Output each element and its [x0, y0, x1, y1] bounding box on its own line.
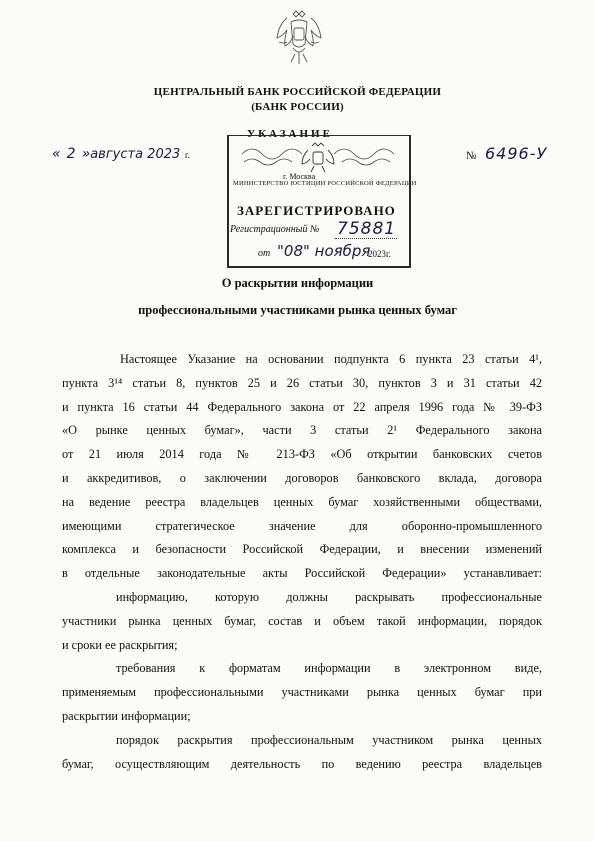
stamp-registered: ЗАРЕГИСТРИРОВАНО	[237, 203, 396, 218]
body-line: и сроки ее раскрытия;	[62, 637, 178, 652]
document-body	[62, 348, 542, 776]
stamp-reg-year: 2023г.	[368, 249, 391, 259]
document-title-line2: профессиональными участниками рынка ценных бумаг	[138, 303, 457, 317]
body-line: и аккредитивов, о заключении договоров банковского вклада, договора	[62, 470, 542, 485]
stamp-reg-number: 75881	[337, 219, 397, 239]
document-number: 6496-У	[485, 144, 548, 163]
stamp-from-label: от	[258, 248, 271, 259]
date-day: 2	[66, 146, 76, 162]
body-line: пункта 3¹⁴ статьи 8, пунктов 25 и 26 статьи 30, пунктов 3 и 31 статьи 42	[62, 375, 542, 390]
russian-emblem-icon	[273, 8, 325, 70]
body-line: «О рынке ценных бумаг», части 3 статьи 2¹ Федерального закона	[62, 423, 542, 438]
body-line: комплекса и безопасности Российской Федерации, и внесении изменений	[62, 542, 542, 557]
body-line: имеющими стратегическое значение для оборонно-промышленного	[62, 518, 542, 533]
body-line: раскрытии информации;	[62, 708, 191, 723]
body-line: Настоящее Указание на основании подпункта 6 пункта 23 статьи 4¹,	[120, 352, 542, 366]
body-line: применяемым профессиональными участниками рынка ценных бумаг при	[62, 685, 542, 700]
document-date	[52, 146, 180, 162]
date-suffix: г.	[185, 150, 190, 160]
body-line: участники рынка ценных бумаг, состав и объем такой информации, порядок	[62, 613, 542, 628]
body-line: в отдельные законодательные акты Российской Федерации» устанавливает:	[62, 566, 542, 581]
body-line: и пункта 16 статьи 44 Федерального закона от 22 апреля 1996 года № 39-ФЗ	[62, 399, 542, 414]
stamp-ornament-icon	[238, 140, 398, 174]
bank-short-name: (БАНК РОССИИ)	[251, 101, 344, 113]
document-type: УКАЗАНИЕ	[247, 128, 333, 140]
date-close-quote: »	[81, 146, 91, 162]
body-line: на ведение реестра владельцев ценных бумаг хозяйственными обществами,	[62, 494, 542, 509]
body-line: бумаг, осуществляющим деятельность по ведению реестра владельцев	[62, 756, 542, 771]
date-open-quote: «	[52, 146, 61, 162]
stamp-underline	[335, 238, 397, 239]
number-label: №	[466, 150, 477, 162]
stamp-reg-date: "08" ноября	[277, 242, 371, 260]
body-line: требования к форматам информации в электронном виде,	[116, 661, 542, 676]
date-month-year: августа 2023	[90, 147, 181, 162]
bank-name: ЦЕНТРАЛЬНЫЙ БАНК РОССИЙСКОЙ ФЕДЕРАЦИИ	[153, 86, 442, 98]
stamp-city: г. Москва	[283, 172, 316, 181]
stamp-ministry: МИНИСТЕРСТВО ЮСТИЦИИ РОССИЙСКОЙ ФЕДЕРАЦИИ	[233, 180, 417, 187]
stamp-reg-label: Регистрационный №	[230, 224, 320, 235]
document-title-line1: О раскрытии информации	[221, 276, 374, 290]
body-line: от 21 июля 2014 года № 213-ФЗ «Об открытии банковских счетов	[62, 447, 542, 462]
body-line: порядок раскрытия профессиональным участником рынка ценных	[116, 732, 542, 747]
body-line: информацию, которую должны раскрывать профессиональные	[116, 589, 542, 604]
